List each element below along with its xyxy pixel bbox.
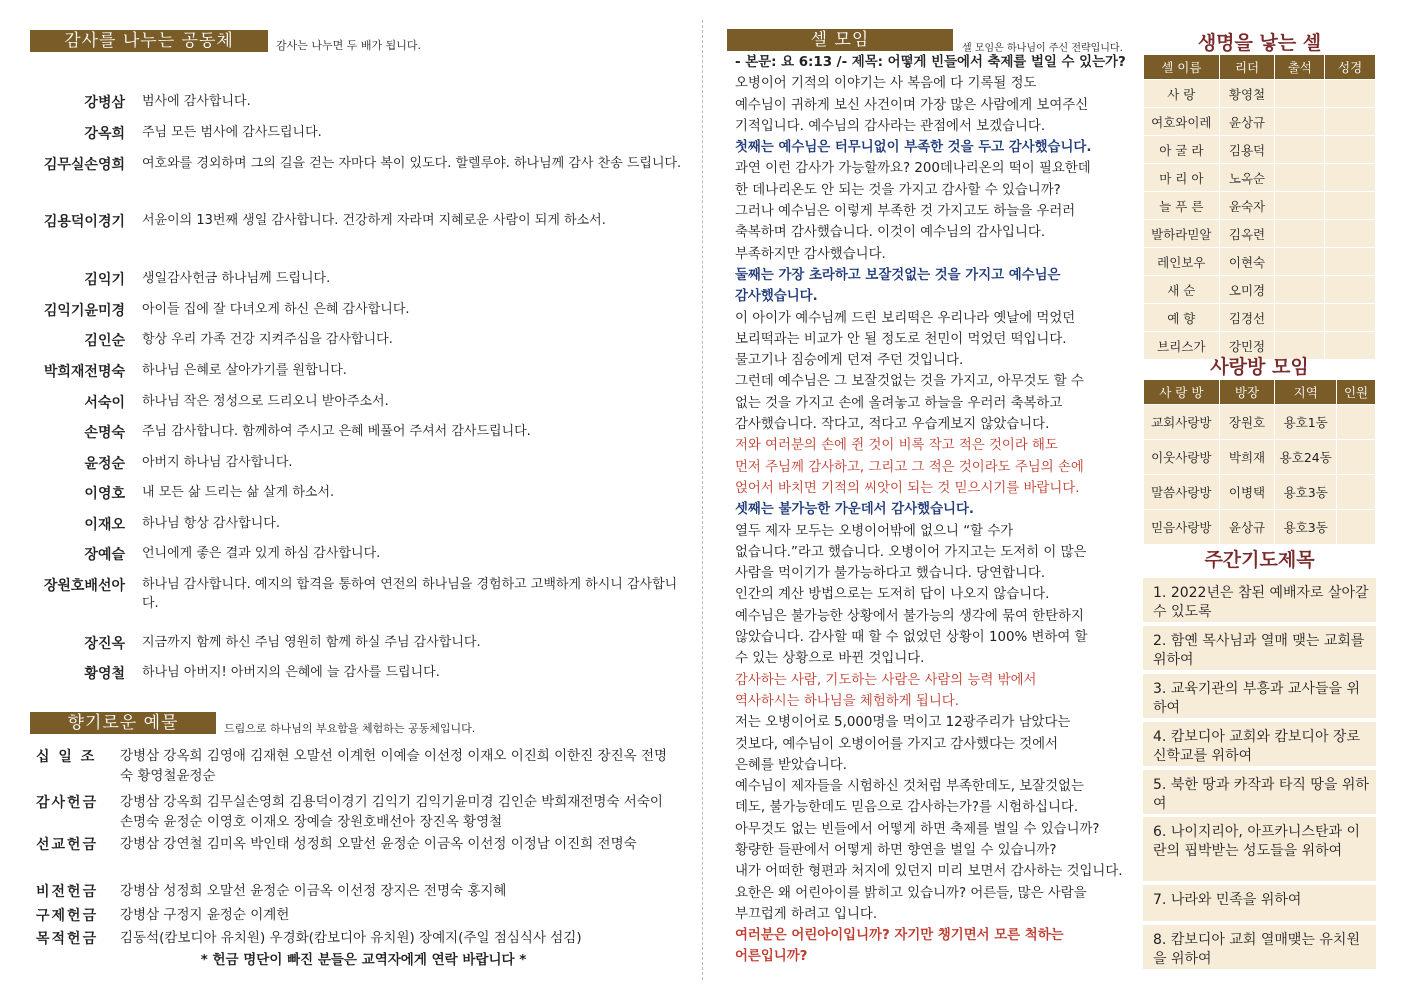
sermon-line: 축복하며 감사했습니다. 이것이 예수님의 감사입니다. — [735, 225, 1046, 241]
offering-header: 향기로운 예물 — [30, 712, 216, 734]
offering-names: 강병삼 성정희 오말선 윤정순 이금옥 이선정 장지은 전명숙 홍지혜 — [120, 883, 507, 899]
sermon-line: 여러분은 어린아이입니까? 자기만 챙기면서 모른 척하는 — [735, 928, 1064, 944]
prayer-text: 캄보디아 교회와 캄보디아 장로신학교를 위하여 — [1153, 729, 1360, 764]
thanks-text: 지금까지 함께 하신 주님 영원히 함께 하실 주님 감사합니다. — [142, 635, 481, 650]
table-cell: 늘 푸 른 — [1144, 192, 1220, 220]
thanks-text: 하나님 감사합니다. 예지의 합격을 통하여 연전의 하나님을 경험하고 고백하게 하시니 감사합니다. — [142, 577, 678, 611]
offering-names: 김동석(캄보디아 유치원) 우경화(캄보디아 유치원) 장예지(주일 점심식사 섬김) — [120, 930, 582, 946]
prayer-text: 나라와 민족을 위하여 — [1170, 892, 1302, 908]
sermon-line: 둘째는 가장 초라하고 보잘것없는 것을 가지고 예수님은 — [735, 267, 1061, 283]
table-header-cell: 셀 이름 — [1144, 55, 1220, 80]
offering-label: 감사헌금 — [36, 795, 99, 811]
offering-names: 강병삼 강옥희 김무실손영희 김용덕이경기 김익기 김익기윤미경 김인순 박희재전명숙 서숙이 손명숙 윤정순 이영호 이재오 장예슬 장원호배선아 장진옥 황영철 — [120, 794, 663, 830]
sermon-line: 데도, 불가능한데도 믿음으로 감사하는가?를 시험하십니다. — [735, 800, 1079, 816]
table-header-cell: 성경 — [1325, 55, 1376, 80]
sermon-line: 먼저 주님께 감사하고, 그리고 그 적은 것이라도 주님의 손에 — [735, 459, 1084, 475]
sermon-line: 내가 어떠한 형편과 처지에 있던지 미리 보면서 감사하는 것입니다. — [735, 864, 1123, 880]
table-cell: 교회사랑방 — [1144, 405, 1220, 440]
table-row — [1144, 220, 1376, 248]
table-cell: 황영철 — [1219, 80, 1275, 108]
table-header-cell: 방장 — [1219, 380, 1275, 405]
offering-label: 선교헌금 — [36, 837, 99, 853]
table-cell: 말씀사랑방 — [1144, 475, 1220, 510]
thanks-name: 윤정순 — [84, 456, 125, 472]
cell-table-title: 생명을 낳는 셀 — [1197, 32, 1322, 54]
thanks-header: 감사를 나누는 공동체 — [30, 30, 268, 52]
table-cell: 김옥련 — [1219, 220, 1275, 248]
table-header-cell: 출석 — [1275, 55, 1325, 80]
cell-meeting-subtitle: 셀 모임은 하나님이 주신 전략입니다. — [962, 43, 1123, 54]
table-row — [1144, 136, 1376, 164]
table-row — [1144, 276, 1376, 304]
sermon-line: 인간의 계산 방법으로는 도저히 답이 나오지 않습니다. — [735, 587, 1050, 603]
thanks-text: 주님 감사합니다. 함께하여 주시고 은혜 베풀어 주셔서 감사드립니다. — [142, 424, 531, 439]
table-cell: 윤상규 — [1219, 510, 1275, 545]
thanks-name: 손명숙 — [84, 425, 125, 441]
table-cell: 노옥순 — [1219, 164, 1275, 192]
sermon-line: 오병이어 기적의 이야기는 사 복음에 다 기록될 정도 — [735, 76, 1037, 92]
table-cell — [1275, 136, 1325, 164]
table-cell: 김경선 — [1219, 304, 1275, 332]
sermon-text — [735, 52, 1135, 968]
table-cell: 용호24동 — [1275, 440, 1337, 475]
sermon-line: 보리떡과는 비교가 안 될 정도로 천민이 먹었던 떡입니다. — [735, 331, 1067, 347]
sermon-line: 물고기나 짐승에게 던져 주던 것입니다. — [735, 353, 964, 369]
sermon-line: 예수님이 귀하게 보신 사건이며 가장 많은 사람에게 보여주신 — [735, 97, 1089, 113]
table-cell: 이웃사랑방 — [1144, 440, 1220, 475]
prayer-item — [1143, 885, 1376, 921]
sermon-line: 예수님이 제자들을 시험하신 것처럼 부족한데도, 보잘것없는 — [735, 779, 1084, 795]
thanks-name: 강병삼 — [84, 95, 125, 111]
table-header-cell: 지역 — [1275, 380, 1337, 405]
sermon-line: 이 아이가 예수님께 드린 보리떡은 우리나라 옛날에 먹었던 — [735, 310, 1076, 326]
table-cell: 브리스가 — [1144, 332, 1220, 360]
thanks-name: 박희재전명숙 — [43, 364, 125, 380]
sermon-line: 역사하시는 하나님을 체험하게 됩니다. — [735, 693, 959, 709]
table-cell: 여호와이레 — [1144, 108, 1220, 136]
table-cell — [1337, 475, 1376, 510]
offering-subtitle: 드림으로 하나님의 부요함을 체험하는 공동체입니다. — [224, 722, 476, 735]
sermon-line: 없습니다.”라고 했습니다. 오병이어 가지고는 도저히 이 많은 — [735, 544, 1087, 560]
thanks-text: 내 모든 삶 드리는 삶 살게 하소서. — [142, 485, 335, 500]
table-cell: 마 리 아 — [1144, 164, 1220, 192]
table-row — [1144, 108, 1376, 136]
prayer-item — [1143, 578, 1376, 622]
thanks-text: 항상 우리 가족 건강 지켜주심을 감사합니다. — [142, 332, 393, 347]
prayer-title: 주간기도제목 — [1204, 549, 1315, 571]
table-cell: 박희재 — [1219, 440, 1275, 475]
thanks-name: 서숙이 — [84, 395, 125, 411]
table-cell: 믿음사랑방 — [1144, 510, 1220, 545]
sermon-line: 그런데 예수님은 그 보잘것없는 것을 가지고, 아무것도 할 수 — [735, 374, 1084, 390]
thanks-text: 주님 모든 범사에 감사드립니다. — [142, 125, 322, 140]
prayer-text: 북한 땅과 카작과 타직 땅을 위하여 — [1153, 777, 1369, 812]
sermon-line: 부족하지만 감사했습니다. — [735, 246, 886, 262]
sermon-line: 열두 제자 모두는 오병이어밖에 없으니 “할 수가 — [735, 523, 1014, 539]
thanks-text: 하나님 은혜로 살아가기를 원합니다. — [142, 363, 347, 378]
sermon-line: 은혜를 받았습니다. — [735, 757, 847, 773]
sermon-line: 감사했습니다. — [735, 289, 818, 305]
table-cell: 윤상규 — [1219, 108, 1275, 136]
sermon-line: 저와 여러분의 손에 쥔 것이 비록 작고 적은 것이라 해도 — [735, 438, 1058, 454]
table-cell: 새 순 — [1144, 276, 1220, 304]
prayer-number: 4. — [1153, 729, 1171, 745]
prayer-text: 나이지리아, 아프카니스탄과 이란의 핍박받는 성도들을 위하여 — [1153, 824, 1360, 859]
table-cell — [1325, 304, 1376, 332]
table-cell: 이병택 — [1219, 475, 1275, 510]
table-cell: 김용덕 — [1219, 136, 1275, 164]
table-cell: 장원호 — [1219, 405, 1275, 440]
sermon-line: 첫째는 예수님은 터무니없이 부족한 것을 두고 감사했습니다. — [735, 140, 1092, 156]
table-cell — [1325, 108, 1376, 136]
prayer-number: 6. — [1153, 824, 1171, 840]
prayer-item — [1143, 626, 1376, 670]
table-cell — [1325, 192, 1376, 220]
thanks-text: 범사에 감사합니다. — [142, 94, 251, 109]
thanks-name: 이재오 — [84, 517, 125, 533]
thanks-text: 하나님 작은 정성으로 드리오니 받아주소서. — [142, 394, 389, 409]
thanks-text: 아이들 집에 잘 다녀오게 하신 은혜 감사합니다. — [142, 302, 410, 317]
sermon-line: 아무것도 없는 빈들에서 어떻게 하면 축제를 벌일 수 있습니까? — [735, 821, 1100, 837]
offering-names: 강병삼 강연철 김미옥 박인태 성정희 오말선 윤정순 이금옥 이선정 이정남 이진희 전명숙 — [120, 836, 637, 852]
thanks-text: 아버지 하나님 감사합니다. — [142, 455, 293, 470]
sermon-line: 과연 이런 감사가 가능할까요? 200데나리온의 떡이 필요한데 — [735, 161, 1091, 177]
prayer-number: 5. — [1153, 777, 1171, 793]
table-cell — [1325, 164, 1376, 192]
prayer-number: 1. — [1153, 585, 1171, 601]
table-cell — [1275, 192, 1325, 220]
offering-label: 십 일 조 — [36, 749, 97, 765]
prayer-item — [1143, 925, 1376, 969]
table-cell — [1325, 276, 1376, 304]
table-cell: 사 랑 — [1144, 80, 1220, 108]
prayer-number: 8. — [1153, 932, 1171, 948]
thanks-name: 김무실손영희 — [43, 157, 125, 173]
sermon-line: 셋째는 불가능한 가운데서 감사했습니다. — [735, 502, 974, 518]
cell-meeting-header: 셀 모임 — [727, 29, 953, 51]
table-cell — [1325, 248, 1376, 276]
table-row — [1144, 475, 1376, 510]
offering-names: 강병삼 구정지 윤정순 이계헌 — [120, 907, 290, 923]
thanks-name: 김익기윤미경 — [43, 303, 125, 319]
prayer-text: 교육기관의 부흥과 교사들을 위하여 — [1153, 681, 1360, 716]
table-cell: 용호3동 — [1275, 510, 1337, 545]
table-header-cell: 인원 — [1337, 380, 1376, 405]
thanks-name: 김인순 — [84, 333, 125, 349]
thanks-text: 언니에게 좋은 결과 있게 하심 감사합니다. — [142, 546, 381, 561]
table-cell — [1325, 136, 1376, 164]
offering-notice: * 헌금 명단이 빠진 분들은 교역자에게 연락 바랍니다 * — [200, 952, 527, 968]
table-header-cell: 리더 — [1219, 55, 1275, 80]
prayer-item — [1143, 674, 1376, 718]
thanks-name: 강옥희 — [84, 126, 125, 142]
sermon-line: 그러나 예수님은 이렇게 부족한 것 가지고도 하늘을 우러러 — [735, 204, 1076, 220]
thanks-name: 장예슬 — [84, 547, 125, 563]
table-cell — [1325, 220, 1376, 248]
table-cell: 용호1동 — [1275, 405, 1337, 440]
sermon-line: 없는 것을 가지고 손에 올려놓고 하늘을 우러러 축복하고 — [735, 395, 1063, 411]
table-cell — [1275, 276, 1325, 304]
thanks-name: 장원호배선아 — [43, 578, 125, 594]
offering-names: 강병삼 강옥희 김영애 김재현 오말선 이계헌 이예슬 이선정 이재오 이진희 이한진 장진옥 전명숙 황영철윤정순 — [120, 748, 668, 784]
thanks-name: 김익기 — [84, 272, 125, 288]
prayer-item — [1143, 770, 1376, 814]
thanks-name: 이영호 — [84, 486, 125, 502]
thanks-text: 생일감사헌금 하나님께 드립니다. — [142, 271, 331, 286]
sermon-line: 예수님은 불가능한 상황에서 불가능의 생각에 묶여 한탄하지 — [735, 608, 1084, 624]
sermon-line: 요한은 왜 어린아이를 밝히고 있습니까? 어른들, 많은 사람을 — [735, 885, 1087, 901]
sermon-line: 황량한 들판에서 어떻게 하면 향연을 벌일 수 있습니까? — [735, 842, 1057, 858]
table-cell — [1337, 440, 1376, 475]
table-row — [1144, 510, 1376, 545]
sermon-line: 수 있는 상황으로 바뀐 것입니다. — [735, 651, 925, 667]
offering-label: 구제헌금 — [36, 908, 99, 924]
table-cell: 오미경 — [1219, 276, 1275, 304]
sermon-line: 어른입니까? — [735, 949, 808, 965]
table-cell — [1275, 248, 1325, 276]
offering-label: 비전헌금 — [36, 884, 99, 900]
table-row — [1144, 405, 1376, 440]
thanks-name: 장진옥 — [84, 636, 125, 652]
table-cell — [1275, 80, 1325, 108]
prayer-number: 2. — [1153, 633, 1171, 649]
prayer-item — [1143, 722, 1376, 766]
table-cell — [1275, 164, 1325, 192]
offering-label: 목적헌금 — [36, 931, 99, 947]
prayer-text: 함옌 목사님과 열매 맺는 교회를 위하여 — [1153, 633, 1365, 668]
table-cell: 예 향 — [1144, 304, 1220, 332]
table-cell: 강민정 — [1219, 332, 1275, 360]
sermon-line: 감사하는 사람, 기도하는 사람은 사람의 능력 밖에서 — [735, 672, 1037, 688]
sermon-line: 것보다, 예수님이 오병이어를 가지고 감사했다는 것에서 — [735, 736, 1059, 752]
prayer-item — [1143, 817, 1376, 881]
thanks-text: 하나님 항상 감사합니다. — [142, 516, 280, 531]
table-cell: 용호3동 — [1275, 475, 1337, 510]
sermon-line: - 본문: 요 6:13 /- 제목: 어떻게 빈들에서 축제를 벌일 수 있는가? — [735, 55, 1126, 70]
sermon-line: 한 데나리온도 안 되는 것을 가지고 감사할 수 있습니까? — [735, 182, 1061, 198]
table-cell — [1337, 405, 1376, 440]
room-table-title: 사랑방 모임 — [1210, 356, 1309, 378]
table-row — [1144, 80, 1376, 108]
table-row — [1144, 440, 1376, 475]
prayer-number: 3. — [1153, 681, 1171, 697]
table-cell — [1275, 108, 1325, 136]
sermon-line: 부끄럽게 하려고 입니다. — [735, 906, 878, 922]
table-row — [1144, 248, 1376, 276]
prayer-text: 2022년은 참된 예배자로 살아갈 수 있도록 — [1153, 585, 1369, 620]
room-table — [1143, 379, 1376, 545]
sermon-line: 기적입니다. 예수님의 감사라는 관점에서 보겠습니다. — [735, 118, 1046, 134]
table-cell: 윤숙자 — [1219, 192, 1275, 220]
thanks-text: 하나님 아버지! 아버지의 은혜에 늘 감사를 드립니다. — [142, 665, 440, 680]
thanks-text: 서윤이의 13번째 생일 감사합니다. 건강하게 자라며 지혜로운 사람이 되게 하소서. — [142, 213, 606, 228]
table-cell: 레인보우 — [1144, 248, 1220, 276]
sermon-line: 사람을 먹이기가 불가능하다고 했습니다. 당연합니다. — [735, 566, 1046, 582]
table-row — [1144, 192, 1376, 220]
table-cell: 이현숙 — [1219, 248, 1275, 276]
table-row — [1144, 164, 1376, 192]
table-cell — [1325, 80, 1376, 108]
sermon-line: 감사했습니다. 작다고, 적다고 우습게보지 않았습니다. — [735, 417, 1050, 433]
sermon-line: 얹어서 바치면 기적의 씨앗이 되는 것 믿으시기를 바랍니다. — [735, 480, 1080, 496]
page-divider — [702, 20, 703, 980]
thanks-name: 황영철 — [84, 666, 125, 682]
thanks-name: 김용덕이경기 — [43, 214, 125, 230]
table-cell — [1275, 220, 1325, 248]
table-cell — [1337, 510, 1376, 545]
table-cell: 아 굴 라 — [1144, 136, 1220, 164]
prayer-number: 7. — [1153, 892, 1171, 908]
thanks-subtitle: 감사는 나누면 두 배가 됩니다. — [276, 39, 421, 52]
table-cell — [1275, 304, 1325, 332]
table-cell: 발하라믿알 — [1144, 220, 1220, 248]
prayer-text: 캄보디아 교회 열매맺는 유치원을 위하여 — [1153, 932, 1360, 967]
cell-table — [1143, 54, 1376, 360]
sermon-line: 저는 오병이어로 5,000명을 먹이고 12광주리가 남았다는 — [735, 715, 1071, 731]
sermon-line: 않았습니다. 감사할 때 할 수 없었던 상황이 100% 변하여 할 — [735, 630, 1088, 646]
table-row — [1144, 304, 1376, 332]
table-header-cell: 사 랑 방 — [1144, 380, 1220, 405]
thanks-text: 여호와를 경외하며 그의 길을 걷는 자마다 복이 있도다. 할렐루야. 하나님께 감사 찬송 드립니다. — [142, 156, 682, 171]
